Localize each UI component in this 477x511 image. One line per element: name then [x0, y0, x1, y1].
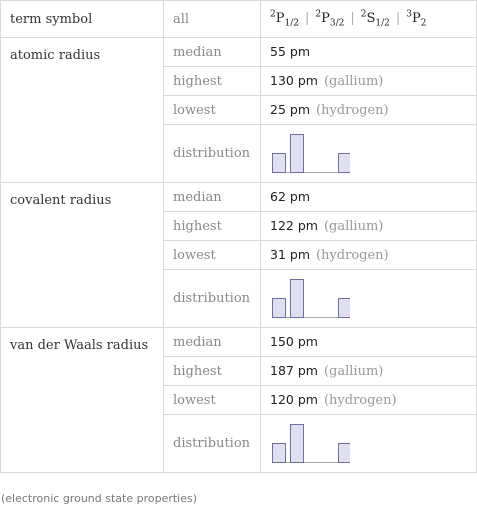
highest-value: 122 pm (gallium): [261, 212, 477, 241]
histogram-bar: [339, 153, 351, 172]
distribution-label: distribution: [164, 415, 261, 473]
separator: |: [350, 10, 355, 26]
term-symbol: $^2P_{3/2}$: [315, 9, 345, 29]
lowest-element: (hydrogen): [323, 393, 397, 408]
highest-label: highest: [164, 357, 261, 386]
term-symbol: $^2S_{1/2}$: [360, 9, 390, 29]
header-term-symbol: term symbol: [1, 1, 164, 38]
histogram-bar: [339, 443, 351, 462]
histogram-bar: [273, 153, 286, 172]
footer-note: (electronic ground state properties): [1, 492, 198, 505]
histogram-bar: [339, 298, 351, 317]
highest-element: (gallium): [323, 74, 384, 89]
distribution-label: distribution: [164, 270, 261, 328]
histogram-bar: [291, 134, 304, 172]
lowest-label: lowest: [164, 241, 261, 270]
property-name: atomic radius: [1, 38, 164, 183]
separator: |: [395, 10, 401, 26]
histogram-bar: [291, 279, 304, 317]
atomic-radius-median-row: [1, 38, 477, 67]
highest-value: 130 pm (gallium): [261, 67, 477, 96]
lowest-label: lowest: [164, 386, 261, 415]
property-name: van der Waals radius: [1, 328, 164, 473]
highest-element: (gallium): [323, 364, 384, 379]
lowest-value: 31 pm (hydrogen): [261, 241, 477, 270]
highest-value: 187 pm (gallium): [261, 357, 477, 386]
header-term-symbols: [261, 1, 477, 38]
term-symbol: $^3P_2$: [406, 9, 427, 29]
distribution-histogram: [270, 132, 350, 176]
property-name: covalent radius: [1, 183, 164, 328]
median-value: 150 pm: [261, 328, 477, 357]
median-label: median: [164, 183, 261, 212]
median-label: median: [164, 38, 261, 67]
median-value: 62 pm: [261, 183, 477, 212]
header-row: [1, 1, 477, 38]
lowest-element: (hydrogen): [316, 103, 389, 118]
highest-label: highest: [164, 212, 261, 241]
header-all: all: [164, 1, 261, 38]
distribution-label: distribution: [164, 125, 261, 183]
histogram-bar: [273, 443, 286, 462]
histogram-bar: [291, 424, 304, 462]
lowest-value: 120 pm (hydrogen): [261, 386, 477, 415]
highest-label: highest: [164, 67, 261, 96]
histogram-bar: [273, 298, 286, 317]
lowest-value: 25 pm (hydrogen): [261, 96, 477, 125]
vdw-radius-median-row: [1, 328, 477, 357]
median-value: 55 pm: [261, 38, 477, 67]
covalent-radius-median-row: [1, 183, 477, 212]
distribution-histogram: [270, 277, 350, 321]
separator: |: [304, 10, 310, 26]
lowest-element: (hydrogen): [316, 248, 389, 263]
highest-element: (gallium): [323, 219, 384, 234]
distribution-histogram: [270, 422, 350, 466]
median-label: median: [164, 328, 261, 357]
lowest-label: lowest: [164, 96, 261, 125]
term-symbol: $^2P_{1/2}$: [270, 9, 299, 29]
